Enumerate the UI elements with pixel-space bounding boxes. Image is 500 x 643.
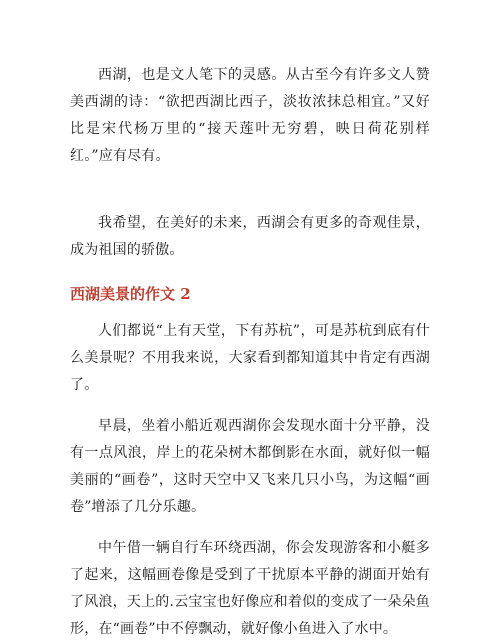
essay-heading: 西湖美景的作文 2 — [70, 285, 191, 303]
paragraph-west-lake-poets: 西湖，也是文人笔下的灵感。从古至今有许多文人赞美西湖的诗：“欲把西湖比西子，淡妆浓抹总相宜。”又好比是宋代杨万里的“接天莲叶无穷碧，映日荷花别样红。”应有尽有。 — [70, 67, 430, 164]
paragraph-morning: 早晨，坐着小船近观西湖你会发现水面十分平静，没有一点风浪，岸上的花朵树木都倒影在水面，就好似一幅美丽的“画卷”，这时天空中又飞来几只小鸟，为这幅“画卷”增添了几分乐趣。 — [70, 418, 430, 515]
paragraph-heaven-suzhou-hangzhou: 人们都说“上有天堂，下有苏杭”，可是苏杭到底有什么美景呢？不用我来说，大家看到都知道其中肯定有西湖了。 — [70, 323, 430, 393]
paragraph-noon: 中午借一辆自行车环绕西湖，你会发现游客和小艇多了起来，这幅画卷像是受到了干扰原本平静的湖面开始有了风浪，天上的.云宝宝也好像应和着似的变成了一朵朵鱼形，在“画卷”中不停飘动，就好像小鱼进入了水中。 — [70, 540, 430, 637]
paragraph-hope: 我希望，在美好的未来，西湖会有更多的奇观佳景，成为祖国的骄傲。 — [70, 215, 430, 258]
